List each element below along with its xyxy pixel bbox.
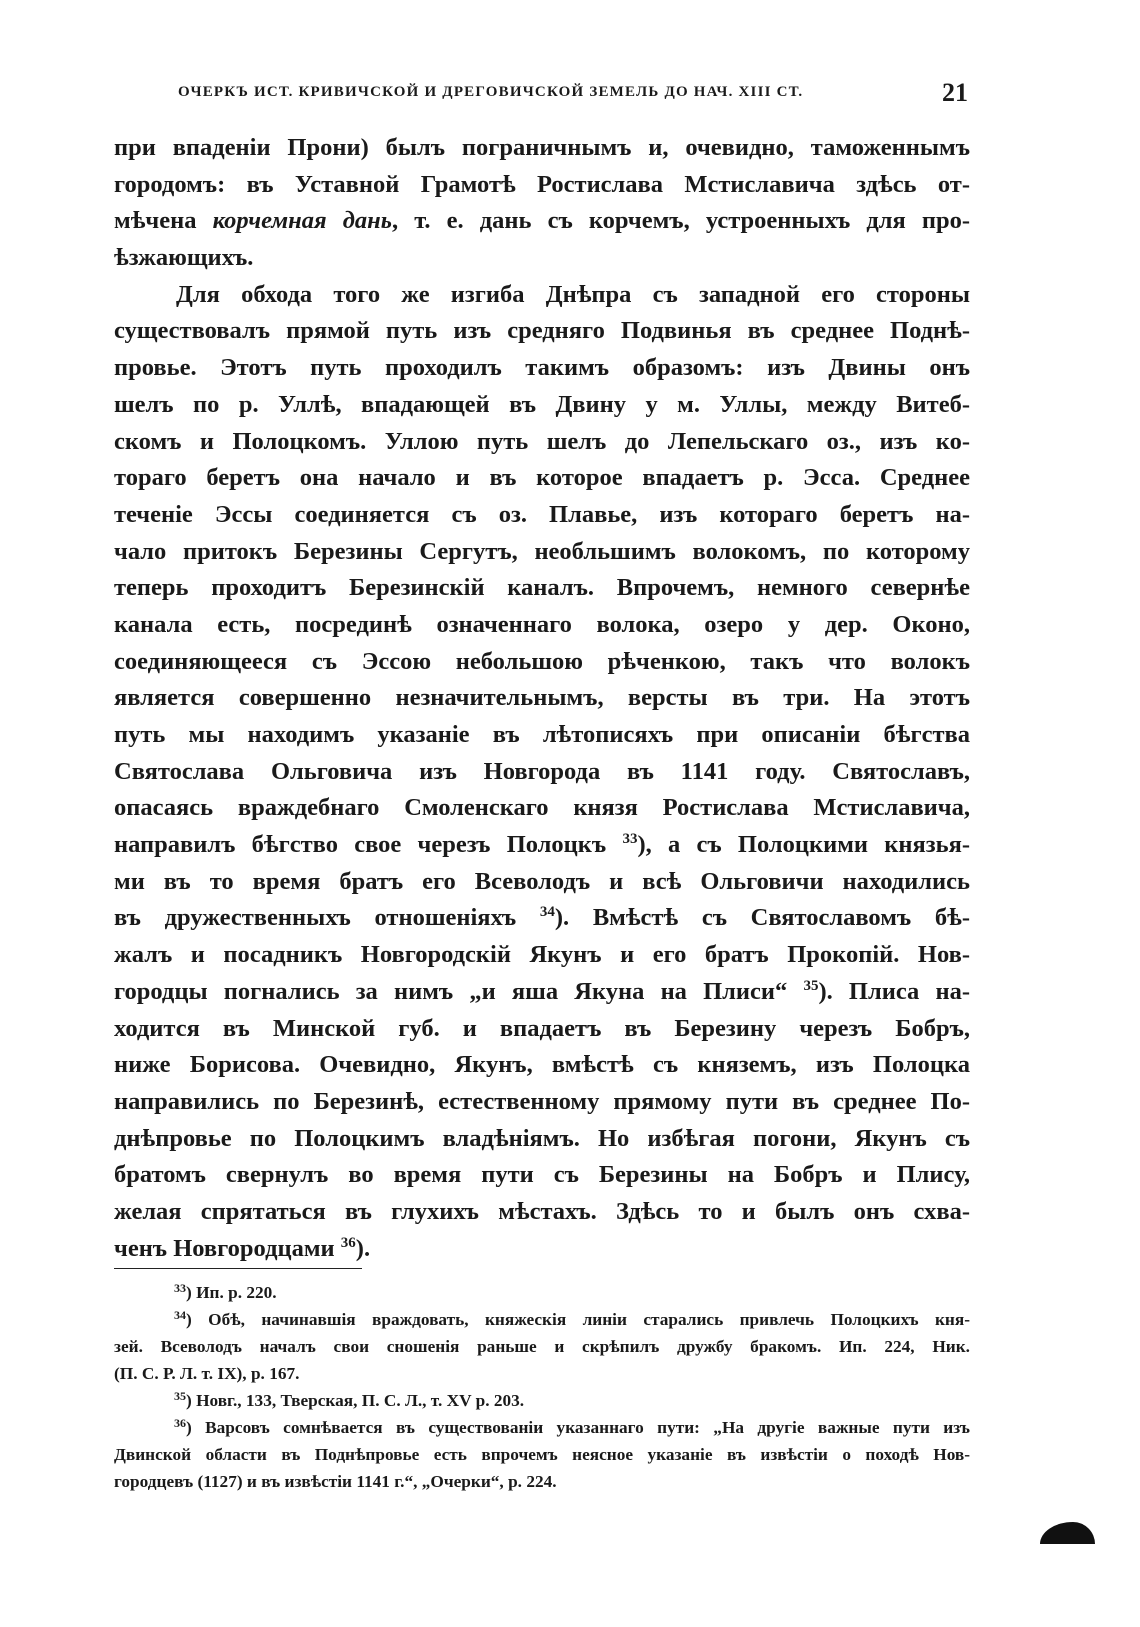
running-title: ОЧЕРКЪ ИСТ. КРИВИЧСКОЙ И ДРЕГОВИЧСКОЙ ЗЕМЕЛЬ ДО НАЧ. XIII СТ. [178,84,804,100]
page-number: 21 [942,78,968,107]
ink-smudge [1040,1522,1095,1544]
text-line: днѣпровье по Полоцкимъ владѣніямъ. Но избѣгая погони, Якунъ съ [114,1124,970,1152]
text-segment: ). [355,1234,371,1262]
text-segment: городцы погнались за нимъ „и яша Якуна на Плиси“ [114,977,804,1005]
text-line: братомъ свернулъ во время пути съ Березины на Бобръ и Плису, [114,1161,970,1189]
text-line [114,1231,970,1268]
text-line: канала есть, посрединѣ означеннаго волока, озеро у дер. Оконо, [114,610,970,638]
text-line: ходится въ Минской губ. и впадаетъ въ Березину черезъ Бобръ, [114,1014,970,1042]
text-line: тораго беретъ она начало и въ которое впадаетъ р. Эсса. Среднее [114,464,970,492]
text-segment: ). Вмѣстѣ съ Святославомъ бѣ- [554,904,970,932]
footnote-line: городцевъ (1127) и въ извѣстіи 1141 г.“, „Очерки“, р. 224. [114,1472,557,1491]
text-line: шелъ по р. Уллѣ, впадающей въ Двину у м. Уллы, между Витеб- [114,390,970,418]
footnote-text: ) Новг., 133, Тверская, П. С. Л., т. XV р. 203. [186,1391,525,1410]
text-line: желая спрятаться въ глухихъ мѣстахъ. Здѣсь то и былъ онъ схва- [114,1197,970,1225]
text-line [114,900,970,937]
text-segment: въ дружественныхъ отношеніяхъ [114,904,540,932]
footnote-number: 33 [174,1281,186,1295]
footnote-ref: 33 [622,831,638,848]
text-line: при впаденіи Прони) былъ пограничнымъ и, очевидно, таможеннымъ [114,134,970,161]
footnote-line: Двинской области въ Поднѣпровье есть впрочемъ неясное указаніе въ извѣстіи о походѣ Нов- [114,1445,970,1464]
footnote-divider [114,1268,362,1269]
text-line: чало притокъ Березины Сергутъ, необльшимъ волокомъ, по которому [114,537,970,565]
text-line: Святослава Ольговича изъ Новгорода въ 1141 году. Святославъ, [114,757,970,785]
text-line: городомъ: въ Уставной Грамотѣ Ростислава Мстиславича здѣсь от- [114,170,970,198]
text-line: ми въ то время братъ его Всеволодъ и всѣ Ольговичи находились [114,867,970,895]
page-header [178,78,968,108]
text-line: соединяющееся съ Эссою небольшою рѣченкою, такъ что волокъ [114,647,970,675]
text-line: скомъ и Полоцкомъ. Уллою путь шелъ до Лепельскаго оз., изъ ко- [114,427,970,455]
text-line: существовалъ прямой путь изъ средняго Подвинья въ среднее Поднѣ- [114,317,970,345]
text-segment: ), а съ Полоцкими князья- [637,831,970,859]
text-line: жалъ и посадникъ Новгородскій Якунъ и его братъ Прокопій. Нов- [114,941,970,969]
text-line: провье. Этотъ путь проходилъ такимъ образомъ: изъ Двины онъ [114,354,970,382]
text-line: теперь проходитъ Березинскій каналъ. Впрочемъ, немного севернѣе [114,574,970,602]
text-segment: , т. е. дань съ корчемъ, устроенныхъ для про- [391,207,970,235]
text-line: путь мы находимъ указаніе въ лѣтописяхъ при описаніи бѣгства [114,721,970,748]
text-line: ѣзжающихъ. [114,244,254,272]
footnote-text: ) Ип. р. 220. [186,1283,277,1302]
text-line [114,974,970,1011]
main-text [114,130,970,1267]
text-line [114,827,970,864]
footnote-ref: 35 [803,977,819,994]
footnote-33 [114,1279,970,1306]
footnote-line: (П. С. Р. Л. т. IX), р. 167. [114,1364,300,1383]
text-line: опасаясь враждебнаго Смоленскаго князя Ростислава Мстиславича, [114,794,970,822]
footnote-ref: 34 [539,904,555,921]
text-segment: мѣчена [114,207,213,235]
text-segment: ). Плиса на- [818,977,970,1005]
footnote-36 [114,1414,970,1441]
text-segment: направилъ бѣгство свое черезъ Полоцкъ [114,831,623,859]
footnote-text: ) Варсовъ сомнѣвается въ существованіи указаннаго пути: „На другіе важные пути изъ [186,1418,970,1437]
footnote-text: ) Обѣ, начинавшія враждовать, княжескія линіи старались привлечь Полоцкихъ кня- [186,1310,970,1329]
footnote-number: 36 [174,1416,186,1430]
footnote-line: зей. Всеволодъ началъ свои сношенія раньше и скрѣпилъ дружбу бракомъ. Ип. 224, Ник. [114,1337,970,1356]
text-line [114,203,970,240]
footnote-34 [114,1306,970,1333]
footnote-number: 35 [174,1389,186,1403]
footnote-ref: 36 [340,1234,356,1251]
text-line: Для обхода того же изгиба Днѣпра съ западной его стороны [176,280,970,308]
italic-term: корчемная дань [212,207,392,235]
footnote-35 [114,1387,970,1414]
text-segment: ченъ Новгородцами [114,1234,341,1262]
footnote-number: 34 [174,1308,186,1322]
text-line: ниже Борисова. Очевидно, Якунъ, вмѣстѣ съ княземъ, изъ Полоцка [114,1051,970,1079]
text-line: является совершенно незначительнымъ, версты въ три. На этотъ [114,684,970,712]
footnotes [114,1279,970,1495]
text-line: направились по Березинѣ, естественному прямому пути въ среднее По- [114,1087,970,1115]
text-line: теченіе Эссы соединяется съ оз. Плавье, изъ котораго беретъ на- [114,500,970,528]
